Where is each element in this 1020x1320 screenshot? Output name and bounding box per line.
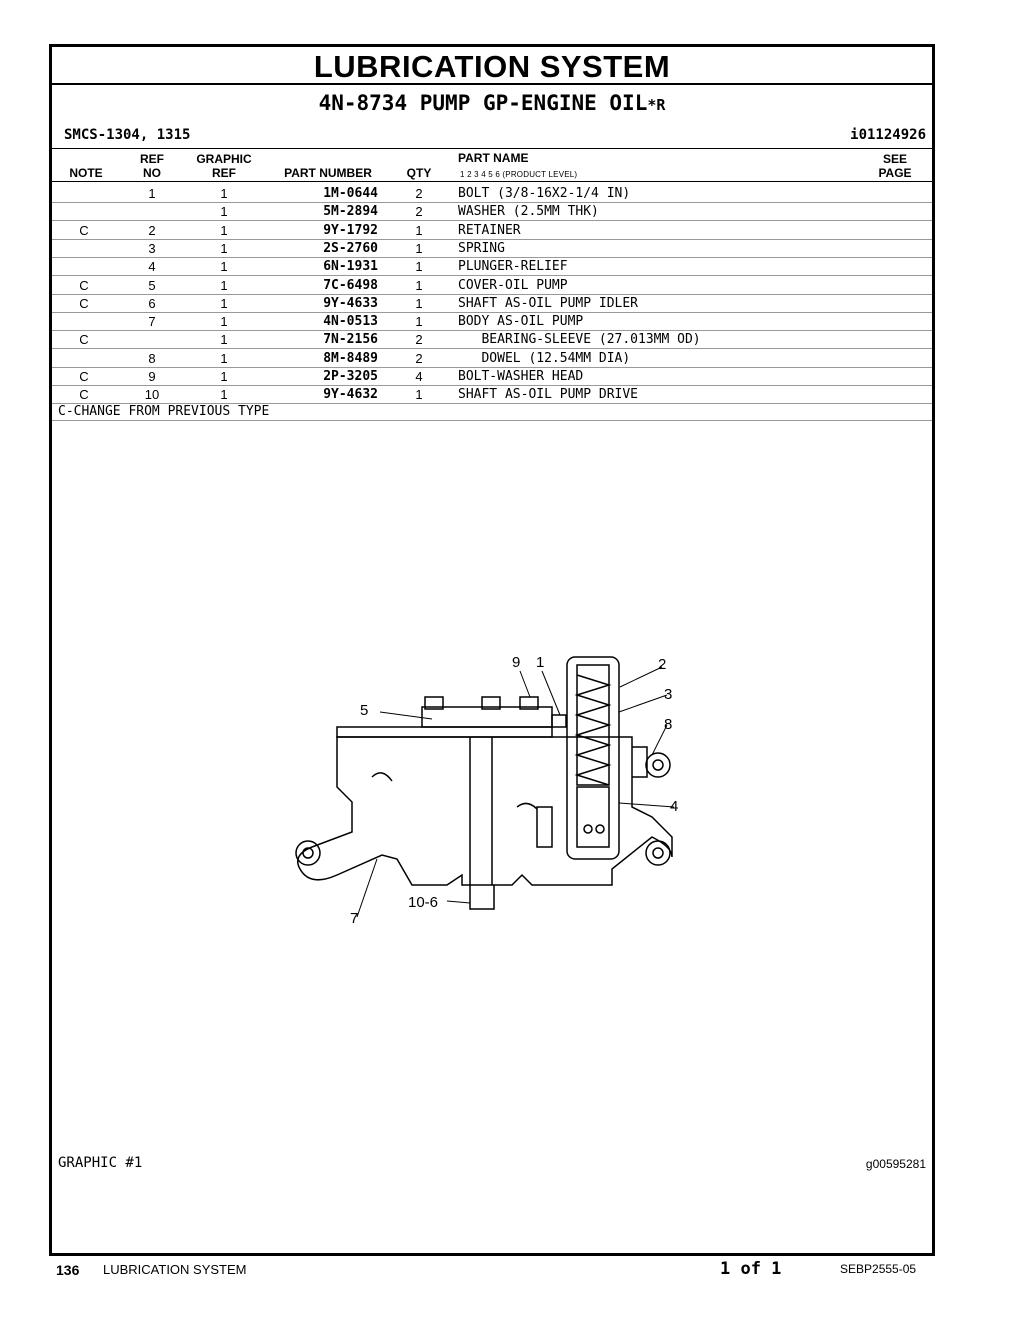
callout-label: 4: [670, 798, 679, 815]
cover-top: [422, 707, 552, 727]
cell-gref: 1: [220, 369, 228, 384]
cell-ref: 6: [148, 295, 156, 311]
cell-qty: 4: [415, 369, 423, 384]
cell-pnum: 6N-1931: [323, 259, 378, 275]
callout-label: 10-6: [408, 894, 439, 911]
plunger-relief-4: [577, 787, 609, 847]
cell-qty: 2: [415, 350, 423, 366]
cell-pnum: 7C-6498: [323, 277, 378, 293]
drive-shaft-stub: [470, 885, 494, 909]
cell-pnum: 9Y-4633: [323, 295, 378, 311]
footer-page-of: 1 of 1: [720, 1259, 782, 1279]
cell-qty: 1: [415, 240, 423, 256]
callout-label: 3: [664, 686, 673, 703]
cell-pnum: 9Y-4632: [323, 387, 378, 403]
relief-valve-housing: [567, 657, 619, 859]
cell-pnum: 1M-0644: [323, 186, 378, 201]
cell-pname: RETAINER: [458, 222, 521, 238]
callout-label: 1: [536, 654, 545, 671]
section-title: LUBRICATION SYSTEM: [313, 49, 671, 84]
cell-gref: 1: [220, 295, 228, 311]
cell-ref: 4: [148, 259, 156, 275]
product-level-legend: 1 2 3 4 5 6 (PRODUCT LEVEL): [460, 170, 578, 179]
cell-qty: 2: [415, 204, 423, 220]
group-part-number: 4N-8734: [318, 91, 408, 115]
callout-leaders: [357, 667, 674, 917]
cell-pnum: 4N-0513: [323, 314, 378, 330]
col-part-number: PART NUMBER: [284, 166, 372, 180]
pump-illustration: [52, 47, 932, 1253]
cell-ref: 5: [148, 277, 156, 293]
dowel-boss: [632, 747, 647, 777]
page-frame: [49, 44, 935, 1256]
cell-note: C: [79, 222, 89, 238]
plunger-hole-right: [596, 825, 604, 833]
pump-body-outline: [298, 737, 672, 885]
break-line-left: [372, 773, 392, 781]
cell-pname: SHAFT AS-OIL PUMP DRIVE: [458, 387, 639, 403]
cell-ref: 1: [148, 186, 156, 201]
cell-pnum: 9Y-1792: [323, 222, 378, 238]
callout-label: 9: [512, 654, 521, 671]
smcs-code: SMCS-1304, 1315: [64, 127, 191, 143]
col-ref-no-line1: REF: [140, 152, 164, 166]
mount-ear-right: [646, 841, 670, 865]
cell-ref: 3: [148, 240, 156, 256]
cell-note: C: [79, 277, 89, 293]
mount-hole-right: [653, 848, 663, 858]
footer-section: LUBRICATION SYSTEM: [103, 1262, 247, 1277]
cell-gref: 1: [220, 204, 228, 220]
cell-qty: 2: [415, 332, 423, 348]
cell-pnum: 8M-8489: [323, 350, 378, 366]
spring-3: [577, 675, 609, 785]
cell-ref: 2: [148, 222, 156, 238]
illustration-id: i01124926: [850, 127, 926, 143]
col-graphic-ref-line1: GRAPHIC: [196, 152, 252, 166]
cell-gref: 1: [220, 350, 228, 366]
cell-note: C: [79, 332, 89, 348]
col-see-page-line2: PAGE: [878, 166, 912, 180]
graphic-id: g00595281: [865, 1157, 926, 1171]
cell-pname: BOLT (3/8-16X2-1/4 IN): [458, 186, 631, 201]
col-ref-no-line2: NO: [143, 166, 161, 180]
cell-pnum: 7N-2156: [323, 332, 378, 348]
cell-pname: WASHER (2.5MM THK): [458, 204, 599, 220]
change-footnote: C-CHANGE FROM PREVIOUS TYPE: [58, 404, 270, 419]
plunger-hole-left: [584, 825, 592, 833]
footer-publication: SEBP2555-05: [840, 1262, 917, 1276]
callout-label: 5: [360, 702, 369, 719]
break-line-right: [517, 803, 537, 809]
boss-block: [537, 807, 552, 847]
bolt-side: [552, 715, 566, 727]
cell-pname: DOWEL (12.54MM DIA): [458, 350, 631, 366]
cell-ref: 9: [148, 369, 156, 384]
cell-qty: 2: [415, 186, 423, 201]
cell-qty: 1: [415, 295, 423, 311]
cell-qty: 1: [415, 387, 423, 403]
cell-pname: SPRING: [458, 240, 505, 256]
col-graphic-ref-line2: REF: [212, 166, 236, 180]
cell-pname: BODY AS-OIL PUMP: [458, 314, 584, 330]
col-see-page-line1: SEE: [882, 152, 907, 166]
cell-qty: 1: [415, 277, 423, 293]
cell-qty: 1: [415, 259, 423, 275]
cell-pname: SHAFT AS-OIL PUMP IDLER: [458, 295, 639, 311]
callout-labels: [350, 654, 678, 927]
cell-gref: 1: [220, 186, 228, 201]
cell-note: C: [79, 387, 89, 403]
graphic-caption: GRAPHIC #1: [58, 1155, 143, 1171]
cell-gref: 1: [220, 332, 228, 348]
dowel-ear-8: [646, 753, 670, 777]
cell-gref: 1: [220, 314, 228, 330]
cell-pname: COVER-OIL PUMP: [458, 277, 568, 293]
cover-plate: [337, 727, 552, 737]
center-shaft: [470, 737, 492, 885]
col-part-name: PART NAME: [458, 151, 529, 165]
cell-qty: 1: [415, 314, 423, 330]
dowel-hole-8: [653, 760, 663, 770]
cell-pname: BEARING-SLEEVE (27.013MM OD): [458, 332, 701, 348]
callout-label: 7: [350, 910, 359, 927]
col-note: NOTE: [69, 166, 103, 180]
cell-note: C: [79, 295, 89, 311]
cell-pnum: 2P-3205: [323, 369, 378, 384]
cell-ref: 10: [144, 387, 160, 403]
group-suffix: *R: [647, 96, 666, 114]
cell-gref: 1: [220, 387, 228, 403]
cell-gref: 1: [220, 222, 228, 238]
cell-ref: 7: [148, 314, 156, 330]
mount-ear-left: [296, 841, 320, 865]
group-name: PUMP GP-ENGINE OIL: [419, 91, 648, 115]
cell-pname: BOLT-WASHER HEAD: [458, 369, 584, 384]
cell-gref: 1: [220, 259, 228, 275]
cell-gref: 1: [220, 240, 228, 256]
cell-ref: 8: [148, 350, 156, 366]
cell-pnum: 5M-2894: [323, 204, 378, 220]
callout-label: 8: [664, 716, 673, 733]
cell-gref: 1: [220, 277, 228, 293]
footer-page-number: 136: [56, 1262, 80, 1278]
cell-pname: PLUNGER-RELIEF: [458, 259, 568, 275]
col-qty: QTY: [406, 166, 432, 180]
cell-note: C: [79, 369, 89, 384]
cell-pnum: 2S-2760: [323, 240, 378, 256]
callout-label: 2: [658, 656, 667, 673]
cell-qty: 1: [415, 222, 423, 238]
